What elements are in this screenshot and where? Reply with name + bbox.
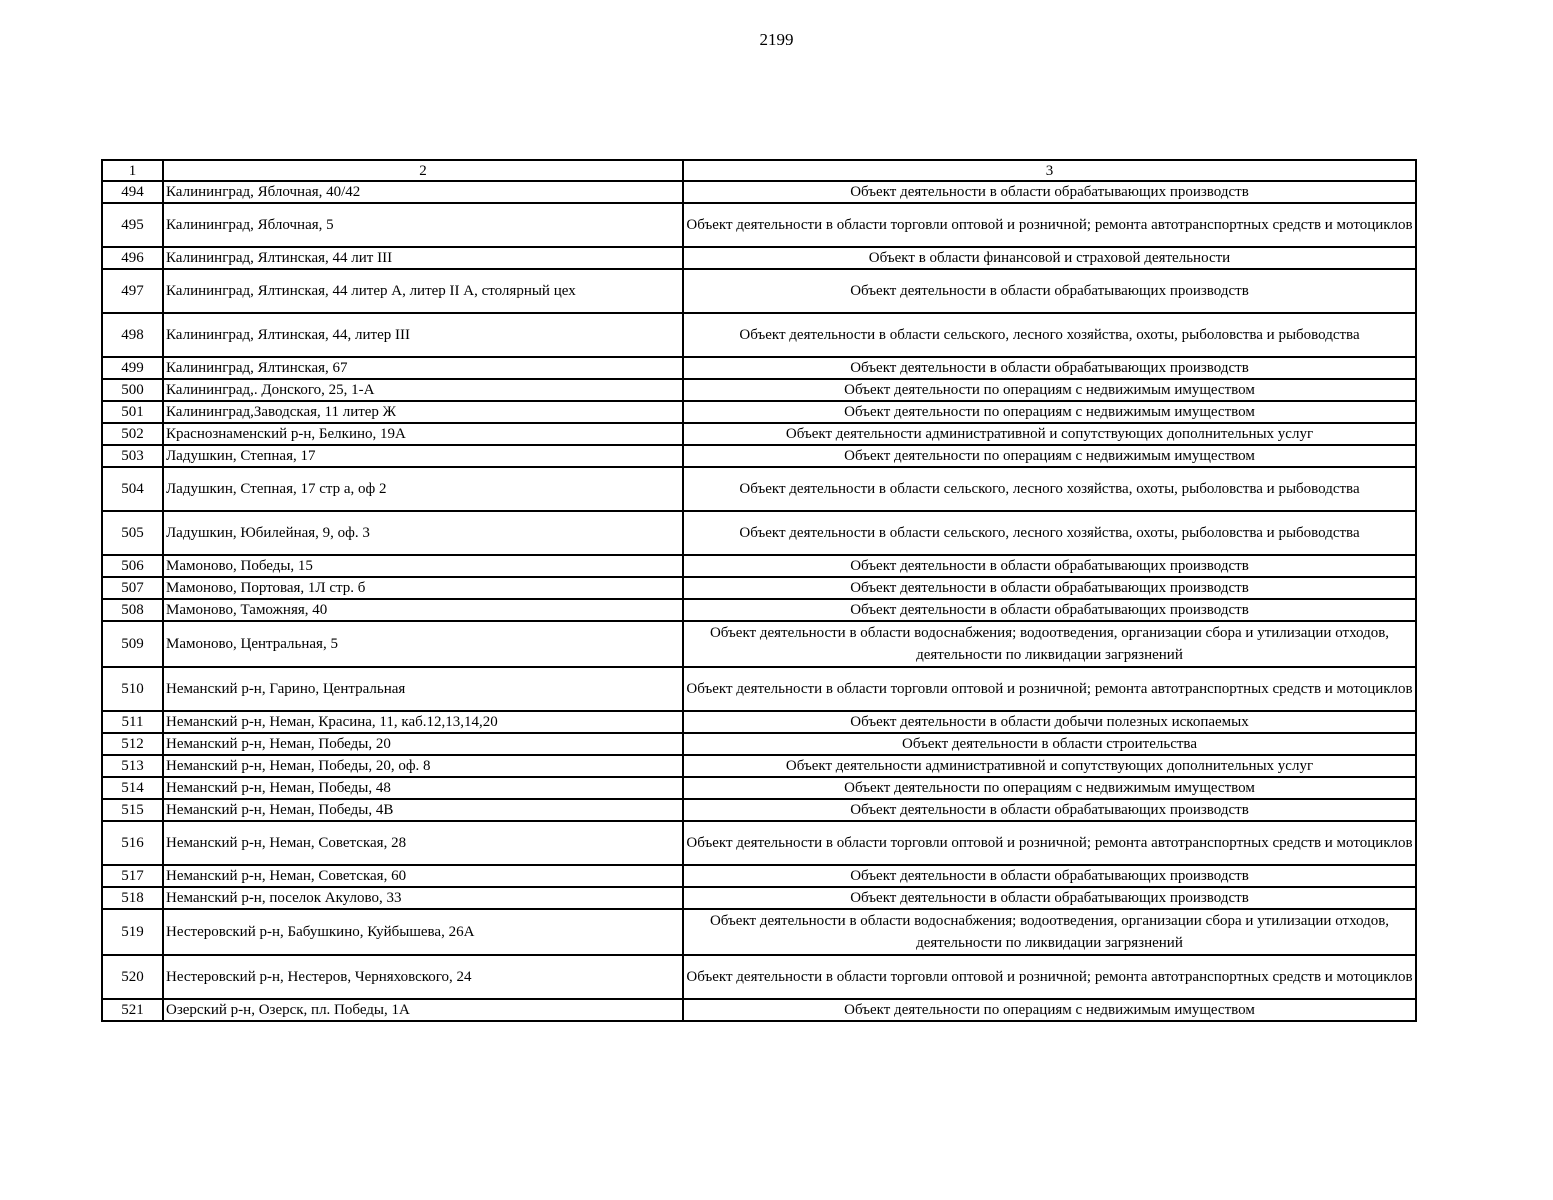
row-number: 504 — [102, 467, 163, 511]
row-number: 506 — [102, 555, 163, 577]
row-object-type: Объект деятельности по операциям с недвижимым имуществом — [683, 379, 1416, 401]
row-number: 507 — [102, 577, 163, 599]
row-address: Калининград, Ялтинская, 44, литер III — [163, 313, 683, 357]
row-address: Неманский р-н, Гарино, Центральная — [163, 667, 683, 711]
row-address: Неманский р-н, Неман, Красина, 11, каб.12,13,14,20 — [163, 711, 683, 733]
row-object-type: Объект деятельности по операциям с недвижимым имуществом — [683, 777, 1416, 799]
row-number: 520 — [102, 955, 163, 999]
row-object-type: Объект деятельности в области водоснабжения; водоотведения, организации сбора и утилизации отходов, деятельности по ликвидации загрязнений — [683, 621, 1416, 667]
row-address: Мамоново, Портовая, 1Л стр. б — [163, 577, 683, 599]
table-row — [102, 313, 1416, 357]
row-address: Калининград, Ялтинская, 44 лит III — [163, 247, 683, 269]
row-object-type: Объект деятельности в области торговли оптовой и розничной; ремонта автотранспортных средств и мотоциклов — [683, 667, 1416, 711]
table-row — [102, 887, 1416, 909]
table-row — [102, 711, 1416, 733]
row-number: 510 — [102, 667, 163, 711]
row-address: Калининград, Яблочная, 5 — [163, 203, 683, 247]
row-object-type: Объект деятельности в области обрабатывающих производств — [683, 181, 1416, 203]
row-number: 516 — [102, 821, 163, 865]
row-number: 499 — [102, 357, 163, 379]
row-number: 515 — [102, 799, 163, 821]
row-object-type: Объект деятельности в области обрабатывающих производств — [683, 555, 1416, 577]
table-row — [102, 247, 1416, 269]
row-object-type: Объект деятельности административной и сопутствующих дополнительных услуг — [683, 423, 1416, 445]
row-address: Неманский р-н, поселок Акулово, 33 — [163, 887, 683, 909]
table-row — [102, 203, 1416, 247]
row-number: 497 — [102, 269, 163, 313]
table-row — [102, 379, 1416, 401]
row-number: 517 — [102, 865, 163, 887]
table-row — [102, 999, 1416, 1021]
row-object-type: Объект деятельности в области обрабатывающих производств — [683, 577, 1416, 599]
row-object-type: Объект деятельности в области торговли оптовой и розничной; ремонта автотранспортных средств и мотоциклов — [683, 203, 1416, 247]
row-number: 502 — [102, 423, 163, 445]
row-object-type: Объект деятельности в области обрабатывающих производств — [683, 269, 1416, 313]
page-number: 2199 — [759, 30, 794, 49]
table-row — [102, 799, 1416, 821]
row-object-type: Объект деятельности в области сельского, лесного хозяйства, охоты, рыболовства и рыбоводства — [683, 467, 1416, 511]
row-number: 500 — [102, 379, 163, 401]
row-address: Мамоново, Таможняя, 40 — [163, 599, 683, 621]
table-row — [102, 667, 1416, 711]
row-address: Ладушкин, Степная, 17 — [163, 445, 683, 467]
row-number: 505 — [102, 511, 163, 555]
row-address: Неманский р-н, Неман, Победы, 48 — [163, 777, 683, 799]
row-address: Нестеровский р-н, Бабушкино, Куйбышева, 26А — [163, 909, 683, 955]
table-row — [102, 445, 1416, 467]
column-header-address: 2 — [163, 160, 683, 181]
row-address: Озерский р-н, Озерск, пл. Победы, 1А — [163, 999, 683, 1021]
table-row — [102, 467, 1416, 511]
table-row — [102, 821, 1416, 865]
table-row — [102, 865, 1416, 887]
table-row — [102, 733, 1416, 755]
row-object-type: Объект деятельности в области обрабатывающих производств — [683, 599, 1416, 621]
row-address: Неманский р-н, Неман, Победы, 20, оф. 8 — [163, 755, 683, 777]
row-object-type: Объект деятельности по операциям с недвижимым имуществом — [683, 401, 1416, 423]
row-address: Калининград,. Донского, 25, 1-А — [163, 379, 683, 401]
row-number: 508 — [102, 599, 163, 621]
row-address: Неманский р-н, Неман, Советская, 28 — [163, 821, 683, 865]
row-object-type: Объект деятельности в области обрабатывающих производств — [683, 799, 1416, 821]
row-address: Нестеровский р-н, Нестеров, Черняховского, 24 — [163, 955, 683, 999]
table-row — [102, 401, 1416, 423]
table-row — [102, 555, 1416, 577]
row-object-type: Объект деятельности в области обрабатывающих производств — [683, 357, 1416, 379]
table-row — [102, 577, 1416, 599]
table-row — [102, 511, 1416, 555]
table-row — [102, 181, 1416, 203]
row-number: 496 — [102, 247, 163, 269]
table-header-row — [102, 160, 1416, 181]
row-object-type: Объект деятельности в области сельского, лесного хозяйства, охоты, рыболовства и рыбоводства — [683, 313, 1416, 357]
row-number: 512 — [102, 733, 163, 755]
row-address: Неманский р-н, Неман, Победы, 20 — [163, 733, 683, 755]
row-number: 511 — [102, 711, 163, 733]
table-row — [102, 755, 1416, 777]
row-number: 503 — [102, 445, 163, 467]
row-object-type: Объект деятельности по операциям с недвижимым имуществом — [683, 999, 1416, 1021]
table-row — [102, 955, 1416, 999]
row-object-type: Объект деятельности административной и сопутствующих дополнительных услуг — [683, 755, 1416, 777]
row-address: Краснознаменский р-н, Белкино, 19А — [163, 423, 683, 445]
row-address: Неманский р-н, Неман, Советская, 60 — [163, 865, 683, 887]
row-object-type: Объект деятельности в области торговли оптовой и розничной; ремонта автотранспортных средств и мотоциклов — [683, 955, 1416, 999]
row-object-type: Объект деятельности в области водоснабжения; водоотведения, организации сбора и утилизации отходов, деятельности по ликвидации загрязнений — [683, 909, 1416, 955]
row-number: 509 — [102, 621, 163, 667]
column-header-object-type: 3 — [683, 160, 1416, 181]
row-address: Калининград, Яблочная, 40/42 — [163, 181, 683, 203]
row-address: Калининград, Ялтинская, 44 литер А, литер II А, столярный цех — [163, 269, 683, 313]
row-object-type: Объект деятельности в области обрабатывающих производств — [683, 887, 1416, 909]
table-row — [102, 269, 1416, 313]
row-number: 518 — [102, 887, 163, 909]
row-object-type: Объект деятельности в области торговли оптовой и розничной; ремонта автотранспортных средств и мотоциклов — [683, 821, 1416, 865]
row-number: 498 — [102, 313, 163, 357]
row-number: 501 — [102, 401, 163, 423]
table-row — [102, 621, 1416, 667]
row-object-type: Объект деятельности по операциям с недвижимым имуществом — [683, 445, 1416, 467]
row-number: 521 — [102, 999, 163, 1021]
row-object-type: Объект деятельности в области строительства — [683, 733, 1416, 755]
row-number: 519 — [102, 909, 163, 955]
row-number: 514 — [102, 777, 163, 799]
row-number: 513 — [102, 755, 163, 777]
row-address: Ладушкин, Степная, 17 стр а, оф 2 — [163, 467, 683, 511]
column-header-number: 1 — [102, 160, 163, 181]
row-address: Неманский р-н, Неман, Победы, 4В — [163, 799, 683, 821]
row-object-type: Объект деятельности в области добычи полезных ископаемых — [683, 711, 1416, 733]
table-row — [102, 423, 1416, 445]
row-object-type: Объект деятельности в области сельского, лесного хозяйства, охоты, рыболовства и рыбоводства — [683, 511, 1416, 555]
table-row — [102, 777, 1416, 799]
row-object-type: Объект в области финансовой и страховой деятельности — [683, 247, 1416, 269]
registry-table — [101, 159, 1417, 1022]
registry-table-body — [102, 160, 1416, 1021]
row-number: 495 — [102, 203, 163, 247]
row-address: Мамоново, Победы, 15 — [163, 555, 683, 577]
row-object-type: Объект деятельности в области обрабатывающих производств — [683, 865, 1416, 887]
table-row — [102, 599, 1416, 621]
row-address: Ладушкин, Юбилейная, 9, оф. 3 — [163, 511, 683, 555]
table-row — [102, 357, 1416, 379]
row-number: 494 — [102, 181, 163, 203]
table-row — [102, 909, 1416, 955]
row-address: Мамоново, Центральная, 5 — [163, 621, 683, 667]
row-address: Калининград, Ялтинская, 67 — [163, 357, 683, 379]
row-address: Калининград,Заводская, 11 литер Ж — [163, 401, 683, 423]
